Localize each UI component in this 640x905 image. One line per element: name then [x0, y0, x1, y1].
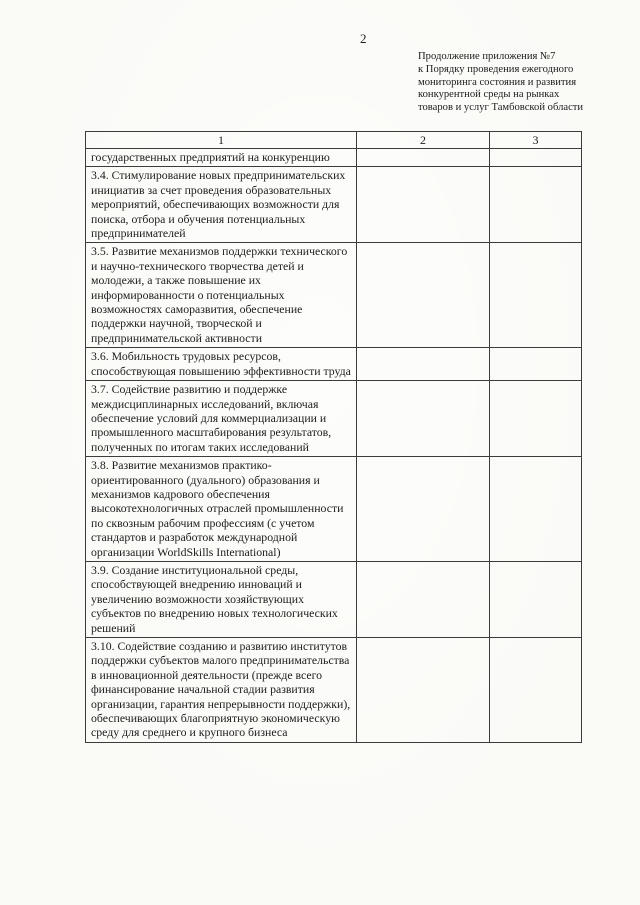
row-text-cell: 3.5. Развитие механизмов поддержки технического и научно-технического творчества детей и молодежи, а также повышение их информированности о потенциальных возможностях саморазвития, обеспечение поддержки научной, творческой и предпринимательской активности — [86, 243, 357, 348]
header-cell-col1: 1 — [86, 132, 357, 149]
row-empty-cell — [490, 348, 582, 381]
row-empty-cell — [490, 149, 582, 167]
note-line: Продолжение приложения №7 — [418, 51, 556, 62]
row-empty-cell — [490, 167, 582, 243]
table-row — [86, 457, 582, 562]
row-empty-cell — [357, 167, 490, 243]
table-row — [86, 243, 582, 348]
row-empty-cell — [490, 457, 582, 562]
row-empty-cell — [357, 149, 490, 167]
note-line: мониторинга состояния и развития — [418, 76, 577, 88]
header-cell-col3: 3 — [490, 132, 582, 149]
row-text-cell: 3.8. Развитие механизмов практико-ориентированного (дуального) образования и механизмов кадрового обеспечения высокотехнологичных отраслей промышленности по сквозным рабочим профессиям (с учетом стандартов и разработок международной организации WorldSkills International) — [86, 457, 357, 562]
row-empty-cell — [357, 638, 490, 743]
table-row — [86, 149, 582, 167]
table-header-row — [86, 132, 582, 149]
appendix-note — [418, 51, 588, 115]
page-number: 2 — [360, 31, 367, 46]
table-row — [86, 381, 582, 457]
row-empty-cell — [357, 243, 490, 348]
row-empty-cell — [490, 381, 582, 457]
row-text-cell: 3.7. Содействие развитию и поддержке междисциплинарных исследований, включая обеспечение условий для коммерциализации и промышленного масштабирования результатов, полученных по итогам таких исследований — [86, 381, 357, 457]
row-empty-cell — [490, 638, 582, 743]
row-text-cell: 3.6. Мобильность трудовых ресурсов, способствующая повышению эффективности труда — [86, 348, 357, 381]
note-line: конкурентной среды на рынках — [418, 89, 560, 101]
row-text-cell: 3.10. Содействие созданию и развитию институтов поддержки субъектов малого предпринимательства в инновационной деятельности (прежде всего финансирование начальной стадии развития организации, гарантия непрерывности поддержки), обеспечивающих благоприятную экономическую среду для среднего и крупного бизнеса — [86, 638, 357, 743]
row-text-cell: государственных предприятий на конкуренцию — [86, 149, 357, 167]
table-row — [86, 561, 582, 637]
header-cell-col2: 2 — [357, 132, 490, 149]
note-line: к Порядку проведения ежегодного — [418, 63, 574, 75]
note-line: товаров и услуг Тамбовской области — [418, 102, 584, 114]
row-empty-cell — [357, 561, 490, 637]
table-row — [86, 167, 582, 243]
row-empty-cell — [490, 243, 582, 348]
table-row — [86, 638, 582, 743]
row-text-cell: 3.9. Создание институциональной среды, способствующей внедрению инноваций и увеличению возможности хозяйствующих субъектов по внедрению новых технологических решений — [86, 561, 357, 637]
row-text-cell: 3.4. Стимулирование новых предпринимательских инициатив за счет проведения образовательных мероприятий, обеспечивающих возможности для поиска, отбора и обучения потенциальных предпринимателей — [86, 167, 357, 243]
row-empty-cell — [357, 457, 490, 562]
row-empty-cell — [357, 348, 490, 381]
document-table — [85, 131, 582, 743]
row-empty-cell — [490, 561, 582, 637]
row-empty-cell — [357, 381, 490, 457]
table-row — [86, 348, 582, 381]
